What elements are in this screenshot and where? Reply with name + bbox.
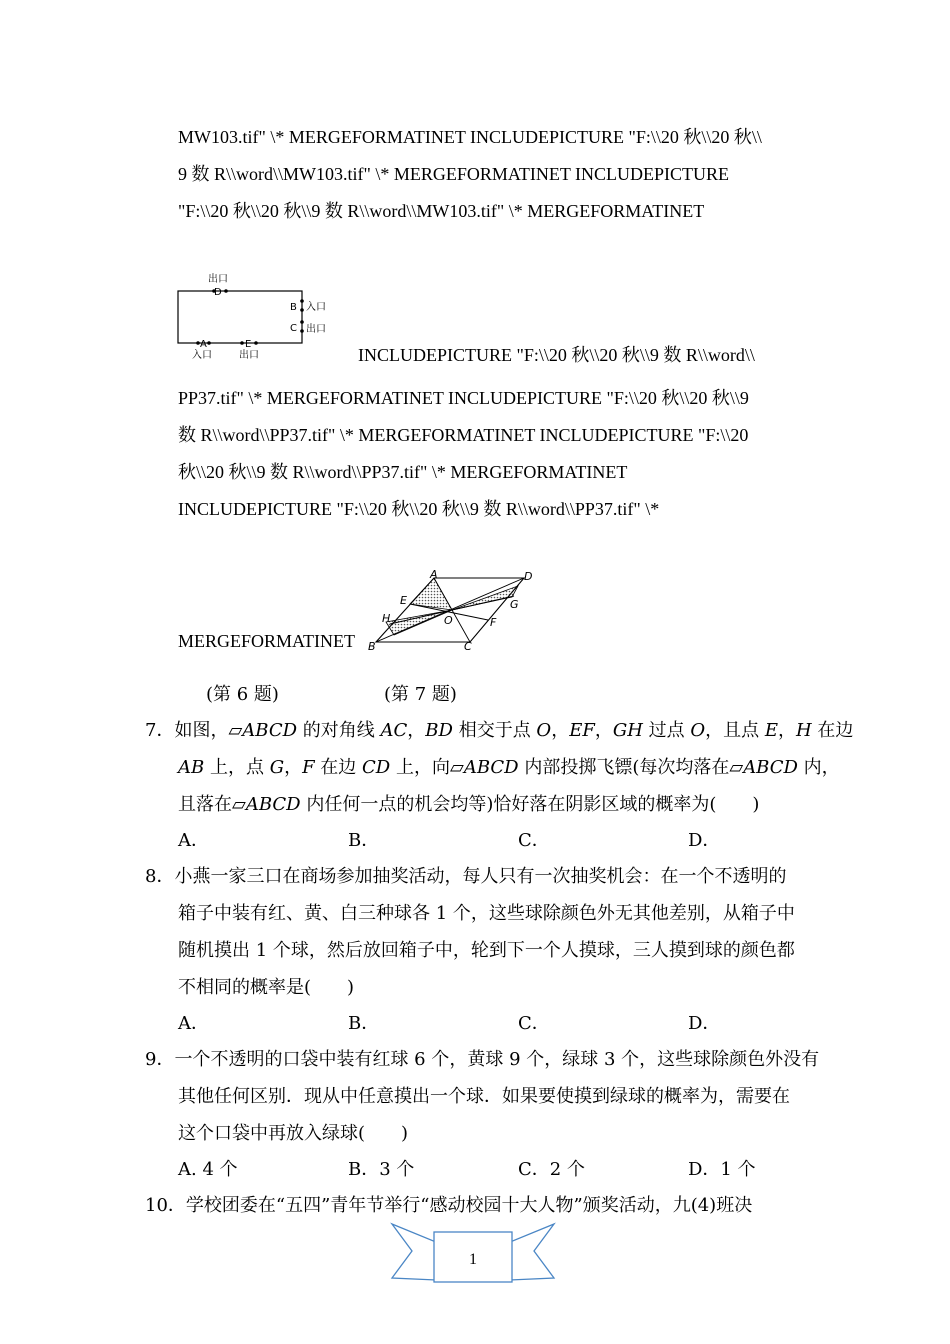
q7-var: H xyxy=(796,720,812,741)
question-7-line-2 xyxy=(178,757,840,779)
fig7-label-b: B xyxy=(368,640,376,653)
question-8-line-4: 不相同的概率是( ) xyxy=(178,977,355,998)
fig7-label-h: H xyxy=(382,612,391,625)
q7-text: ， xyxy=(407,720,426,741)
figure-7-diagram xyxy=(364,566,540,654)
q7-text: 在边 xyxy=(811,720,854,741)
question-8-line-2: 箱子中装有红、黄、白三种球各 1 个，这些球除颜色外无其他差别，从箱子中 xyxy=(178,903,795,924)
fig6-point-b xyxy=(300,299,304,303)
fig6-entrance-bottom: 入口 xyxy=(192,350,212,361)
q9-option-b: B．3 个 xyxy=(348,1159,415,1180)
question-9-line-3: 这个口袋中再放入绿球( ) xyxy=(178,1123,409,1144)
q7-text: 内部投掷飞镖(每次均落在 xyxy=(518,757,730,778)
q8-option-a: A． xyxy=(178,1013,209,1034)
q7-text: ， xyxy=(551,720,570,741)
fig6-label-e: E xyxy=(245,339,252,350)
q9-option-c: C．2 个 xyxy=(518,1159,585,1180)
q7-text: 的对角线 xyxy=(297,720,381,741)
q7-var: E xyxy=(764,720,778,741)
q7-text: 内任何一点的机会均等)恰好落在阴影区域的概率为( ) xyxy=(300,794,760,815)
fig6-exit-bottom: 出口 xyxy=(239,350,259,361)
q7-text: ， xyxy=(778,720,796,741)
question-8-line-1: 8．小燕一家三口在商场参加抽奖活动，每人只有一次抽奖机会：在一个不透明的 xyxy=(145,866,787,887)
q7-text: 在边 xyxy=(314,757,363,778)
q7-text: 且落在 xyxy=(178,794,232,815)
q8-option-b: B． xyxy=(348,1013,380,1034)
q7-text: 内， xyxy=(797,757,840,778)
q7-var: ABCD xyxy=(743,757,798,778)
parallelogram-symbol: ▱ xyxy=(232,794,246,815)
q7-var: O xyxy=(536,720,552,741)
field-code-line-8: INCLUDEPICTURE "F:\\20 秋\\20 秋\\9 数 R\\word\\PP37.tif" \* xyxy=(178,499,660,519)
question-9-line-1: 9．一个不透明的口袋中装有红球 6 个，黄球 9 个，绿球 3 个，这些球除颜色外没有 xyxy=(145,1049,820,1070)
fig7-label-d: D xyxy=(524,570,533,583)
fig6-point-e2 xyxy=(254,341,258,345)
ribbon-left-tail xyxy=(392,1224,436,1280)
q7-option-d: D． xyxy=(688,830,721,851)
q7-text: 上，点 xyxy=(204,757,270,778)
fig7-label-a: A xyxy=(430,568,438,581)
fig7-label-g: G xyxy=(510,598,519,611)
q9-option-a: A. 4 个 xyxy=(178,1159,238,1180)
fig6-point-a2 xyxy=(207,341,211,345)
fig7-shade-3 xyxy=(452,586,518,610)
q7-text: ， xyxy=(284,757,303,778)
q7-var: GH xyxy=(612,720,643,741)
question-7-line-3 xyxy=(178,794,759,816)
fig6-exit-right: 出口 xyxy=(306,324,326,335)
field-code-line-2: 9 数 R\\word\\MW103.tif" \* MERGEFORMATINET INCLUDEPICTURE xyxy=(178,164,730,184)
q8-option-c: C． xyxy=(518,1013,550,1034)
fig6-point-c xyxy=(300,320,304,324)
page-number: 1 xyxy=(469,1251,477,1268)
fig7-label-f: F xyxy=(490,616,497,629)
question-7-line-1 xyxy=(145,720,853,742)
q7-text: ，且点 xyxy=(705,720,765,741)
q7-var: AB xyxy=(178,757,205,778)
fig7-label-e: E xyxy=(400,594,407,607)
fig6-label-a: A xyxy=(200,339,207,350)
fig7-label-o: O xyxy=(444,614,453,627)
question-10-line-1: 10．学校团委在“五四”青年节举行“感动校园十大人物”颁奖活动，九(4)班决 xyxy=(145,1195,753,1216)
q7-option-b: B． xyxy=(348,830,380,851)
fig6-label-b: B xyxy=(290,302,297,313)
field-code-line-9: MERGEFORMATINET xyxy=(178,631,356,651)
q7-var: G xyxy=(269,757,285,778)
fig7-label-c: C xyxy=(464,640,472,653)
field-code-line-1: MW103.tif" \* MERGEFORMATINET INCLUDEPICTURE "F:\\20 秋\\20 秋\\ xyxy=(178,127,762,147)
q7-var: CD xyxy=(362,757,391,778)
caption-figure-6: (第 6 题) xyxy=(206,684,279,705)
fig6-label-d: D xyxy=(214,287,222,298)
q7-text: 上，向 xyxy=(390,757,450,778)
q7-option-c: C． xyxy=(518,830,550,851)
q7-var: ABCD xyxy=(245,794,301,815)
parallelogram-symbol: ▱ xyxy=(449,757,464,778)
fig6-rect xyxy=(178,291,302,343)
parallelogram-symbol: ▱ xyxy=(228,720,243,741)
field-code-line-6: 数 R\\word\\PP37.tif" \* MERGEFORMATINET INCLUDEPICTURE "F:\\20 xyxy=(178,425,749,445)
ribbon-right-tail xyxy=(510,1224,554,1280)
q7-var: F xyxy=(302,757,315,778)
q7-text: 7．如图， xyxy=(145,720,229,741)
q7-text: 过点 xyxy=(642,720,691,741)
q7-var: EF xyxy=(569,720,595,741)
q7-var: BD xyxy=(425,720,453,741)
field-code-line-5: PP37.tif" \* MERGEFORMATINET INCLUDEPICTURE "F:\\20 秋\\20 秋\\9 xyxy=(178,388,749,408)
figure-6-diagram xyxy=(176,270,336,362)
fig6-point-e xyxy=(240,341,244,345)
q7-var: ABCD xyxy=(463,757,519,778)
fig6-point-d-right xyxy=(224,289,228,293)
question-8-line-3: 随机摸出 1 个球，然后放回箱子中，轮到下一个人摸球，三人摸到球的颜色都 xyxy=(178,940,795,961)
q7-text: ， xyxy=(594,720,613,741)
field-code-line-4: INCLUDEPICTURE "F:\\20 秋\\20 秋\\9 数 R\\word\\ xyxy=(358,345,755,365)
field-code-line-3: "F:\\20 秋\\20 秋\\9 数 R\\word\\MW103.tif" \* MERGEFORMATINET xyxy=(178,201,705,221)
parallelogram-symbol: ▱ xyxy=(729,757,744,778)
q9-option-d: D．1 个 xyxy=(688,1159,756,1180)
q7-var: ABCD xyxy=(242,720,298,741)
question-9-line-2: 其他任何区别．现从中任意摸出一个球．如果要使摸到绿球的概率为，需要在 xyxy=(178,1086,790,1107)
fig6-label-c: C xyxy=(290,323,297,334)
q7-var: O xyxy=(690,720,706,741)
fig6-exit-top: 出口 xyxy=(208,274,228,285)
field-code-line-7: 秋\\20 秋\\9 数 R\\word\\PP37.tif" \* MERGEFORMATINET xyxy=(178,462,628,482)
q7-var: AC xyxy=(380,720,408,741)
q7-option-a: A． xyxy=(178,830,209,851)
caption-figure-7: (第 7 题) xyxy=(384,684,457,705)
q8-option-d: D． xyxy=(688,1013,721,1034)
fig6-entrance-right: 入口 xyxy=(306,302,326,313)
q7-text: 相交于点 xyxy=(452,720,537,741)
fig6-point-c2 xyxy=(300,329,304,333)
fig6-point-b2 xyxy=(300,308,304,312)
